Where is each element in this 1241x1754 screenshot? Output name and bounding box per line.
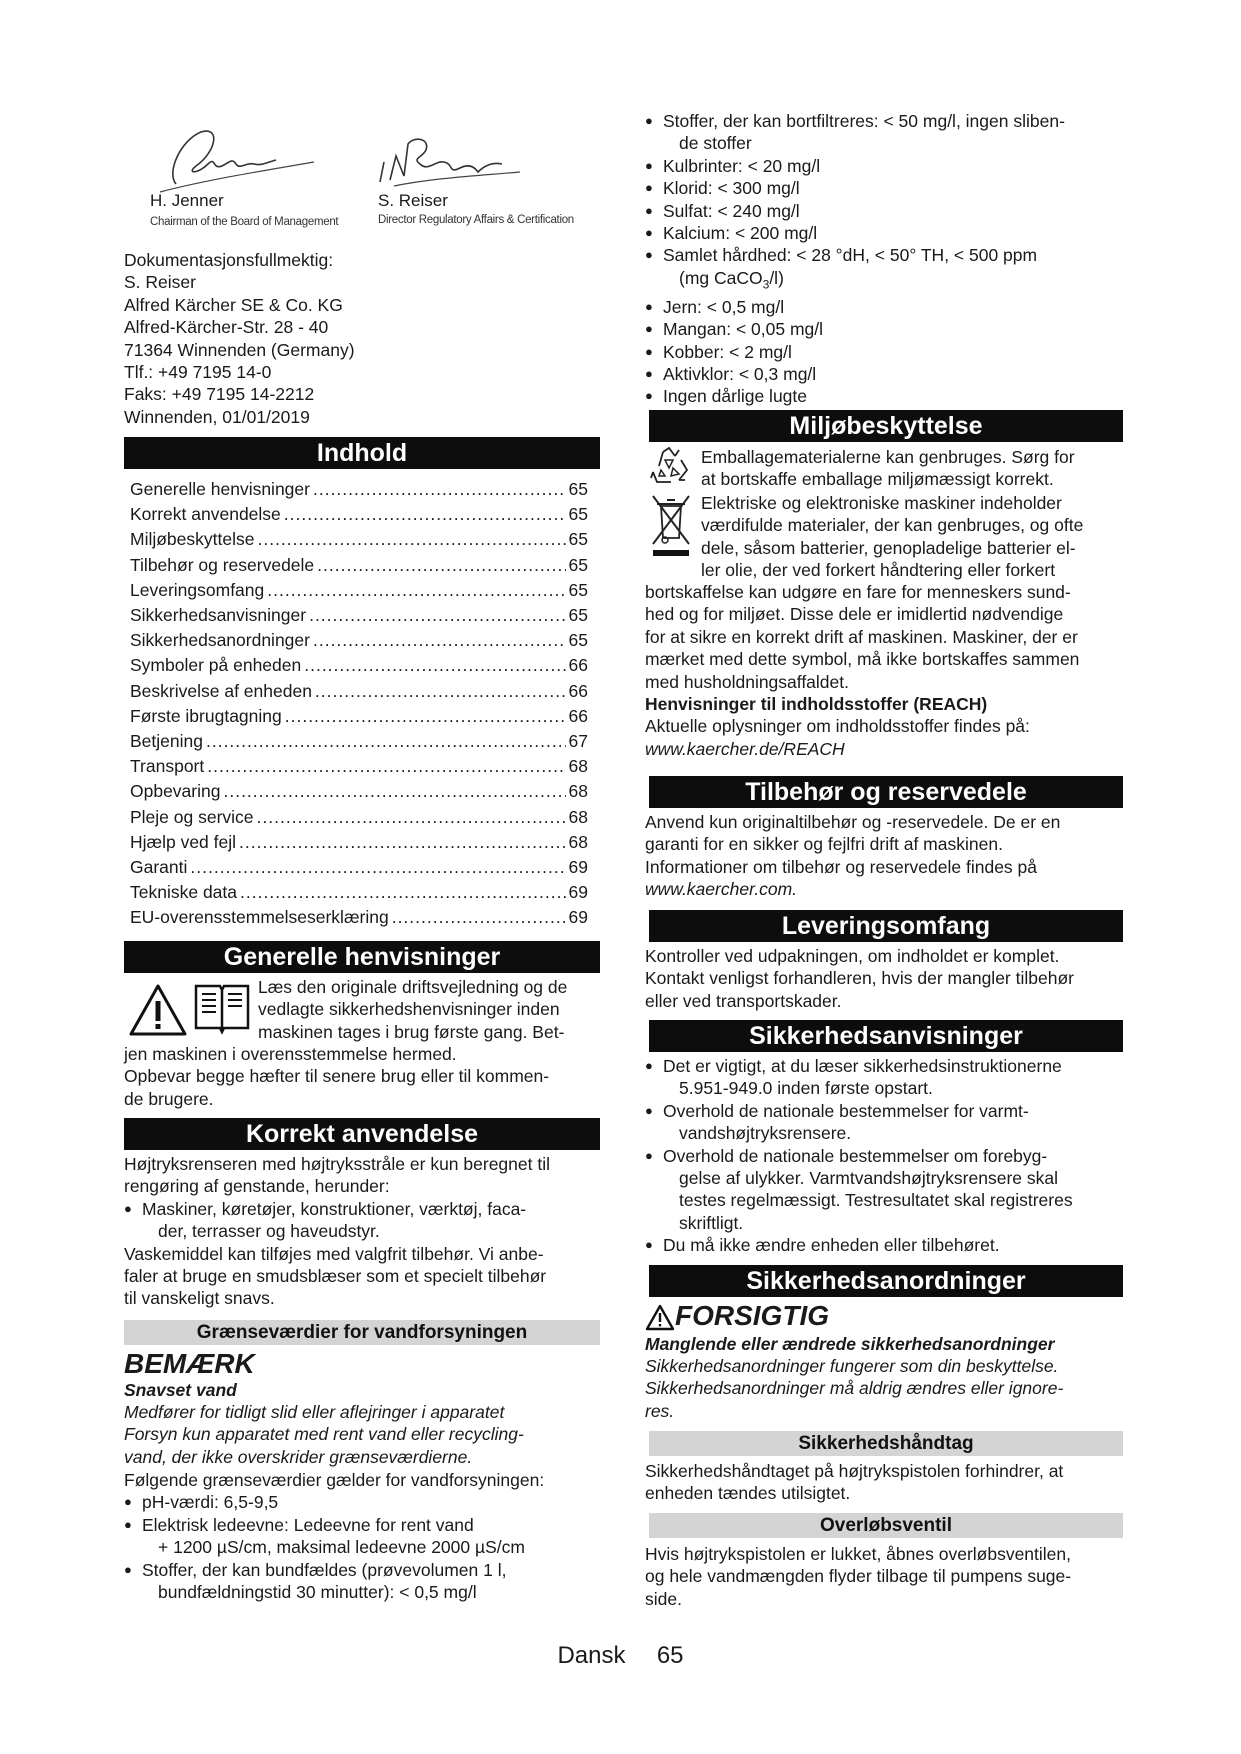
contact-line: 71364 Winnenden (Germany) bbox=[124, 339, 355, 360]
toc-item-label: Korrekt anvendelse bbox=[130, 504, 281, 525]
general-body bbox=[124, 1043, 549, 1110]
toc-heading: Indhold bbox=[124, 437, 600, 469]
limit-item bbox=[645, 244, 1127, 295]
accessories-line: garanti for en sikker og fejlfri drift af maskinen. bbox=[645, 834, 1003, 855]
valve-line: og hele vandmængden flyder tilbage til pumpens suge- bbox=[645, 1566, 1072, 1587]
bullet-line: ● pH-værdi: 6,5-9,5 bbox=[142, 1492, 279, 1513]
bullet-line: ● Maskiner, køretøjer, konstruktioner, værktøj, faca- bbox=[142, 1198, 527, 1219]
warning-subtitle: Manglende eller ændrede sikkerhedsanordninger bbox=[645, 1334, 1055, 1354]
toc-item[interactable] bbox=[130, 830, 588, 855]
limit-item bbox=[124, 1559, 600, 1604]
limit-item bbox=[645, 200, 1127, 222]
section-heading-proper-use: Korrekt anvendelse bbox=[124, 1118, 600, 1150]
warning-triangle-icon bbox=[128, 983, 188, 1037]
note-line: Forsyn kun apparatet med rent vand eller recycling- bbox=[124, 1424, 524, 1445]
toc-item-page: 65 bbox=[568, 529, 588, 550]
toc-item-label: Generelle henvisninger bbox=[130, 479, 310, 499]
recycling-icon bbox=[649, 446, 689, 486]
contact-line: S. Reiser bbox=[124, 272, 196, 293]
bullet-line: ● Overhold de nationale bestemmelser om forebyg- bbox=[663, 1145, 1048, 1166]
toc-item-label: Garanti bbox=[130, 857, 188, 878]
valve-line: side. bbox=[645, 1588, 682, 1609]
environment-line: med husholdningsaffaldet. bbox=[645, 671, 849, 692]
warning-line: Sikkerhedsanordninger må aldrig ændres eller ignore- bbox=[645, 1378, 1064, 1399]
toc-item[interactable] bbox=[130, 578, 588, 603]
note-title: BEMÆRK bbox=[124, 1348, 255, 1379]
contact-line: Tlf.: +49 7195 14-0 bbox=[124, 362, 272, 383]
valve-line: Hvis højtrykspistolen er lukket, åbnes overløbsventilen, bbox=[645, 1544, 1072, 1564]
limit-item bbox=[124, 1491, 600, 1513]
accessories-link[interactable]: www.kaercher.com. bbox=[645, 879, 798, 900]
limit-item bbox=[645, 363, 1127, 385]
bullet-line: ● Jern: < 0,5 mg/l bbox=[663, 296, 785, 317]
environment-line: at bortskaffe emballage miljømæssigt korrekt. bbox=[701, 469, 1054, 490]
bullet-line: ● Elektrisk ledeevne: Ledeevne for rent vand bbox=[142, 1514, 474, 1535]
environment-line: for at sikre en korrekt drift af maskinen. Maskiner, der er bbox=[645, 626, 1078, 647]
bullet-line: ● Stoffer, der kan bundfældes (prøvevolumen 1 l, bbox=[142, 1559, 507, 1580]
toc-item-page: 68 bbox=[568, 756, 588, 777]
toc-item-label: Transport bbox=[130, 756, 205, 777]
limit-item bbox=[645, 296, 1127, 318]
bullet-line: + 1200 µS/cm, maksimal ledeevne 2000 µS/cm bbox=[158, 1537, 525, 1558]
delivery-line: Kontakt venligst forhandleren, hvis der mangler tilbehør bbox=[645, 968, 1074, 989]
limit-item bbox=[124, 1514, 600, 1559]
safety-item bbox=[645, 1100, 1127, 1145]
bullet-line: gelse af ulykker. Varmtvandshøjtryksrensere skal bbox=[679, 1168, 1058, 1189]
toc-item-label: Sikkerhedsanvisninger bbox=[130, 605, 307, 626]
environment-weee-text bbox=[701, 492, 1083, 582]
safety-catch-line: Sikkerhedshåndtaget på højtrykspistolen forhindrer, at bbox=[645, 1461, 1064, 1481]
reach-title: Henvisninger til indholdsstoffer (REACH) bbox=[645, 694, 988, 715]
toc-list bbox=[130, 477, 588, 931]
safety-instructions-list bbox=[645, 1055, 1127, 1257]
bullet-line: der, terrasser og haveudstyr. bbox=[158, 1221, 380, 1242]
subheading-water-limits: Grænseværdier for vandforsyningen bbox=[124, 1320, 600, 1345]
bullet-line: bundfældningstid 30 minutter): < 0,5 mg/l bbox=[158, 1582, 477, 1603]
environment-line: mærket med dette symbol, må ikke bortskaffes sammen bbox=[645, 649, 1080, 670]
overflow-valve-body bbox=[645, 1543, 1127, 1610]
toc-item[interactable] bbox=[130, 729, 588, 754]
subheading-overflow-valve: Overløbsventil bbox=[649, 1513, 1123, 1538]
safety-item bbox=[645, 1145, 1127, 1235]
hardness-sub: 3 bbox=[762, 277, 770, 292]
bullet-line: ● Stoffer, der kan bortfiltreres: < 50 mg/l, ingen sliben- bbox=[663, 111, 1065, 131]
general-line: vedlagte sikkerhedshenvisninger inden bbox=[258, 999, 560, 1020]
toc-item-page: 69 bbox=[568, 857, 588, 878]
section-heading-safety-devices: Sikkerhedsanordninger bbox=[649, 1265, 1123, 1297]
caution-triangle-icon bbox=[645, 1304, 675, 1331]
environment-line: dele, såsom batterier, genopladelige batterier el- bbox=[701, 537, 1076, 558]
toc-item-page: 65 bbox=[568, 479, 588, 499]
toc-item-label: Hjælp ved fejl bbox=[130, 831, 237, 852]
reach-text: Aktuelle oplysninger om indholdsstoffer findes på: bbox=[645, 716, 1030, 737]
environment-line: hed og for miljøet. Disse dele er imidlertid nødvendige bbox=[645, 604, 1064, 625]
limit-item bbox=[645, 318, 1127, 340]
water-limits-list-right bbox=[645, 110, 1127, 408]
section-heading-accessories: Tilbehør og reservedele bbox=[649, 776, 1123, 808]
toc-item-label: Sikkerhedsanordninger bbox=[130, 630, 310, 651]
toc-item-page: 66 bbox=[568, 705, 588, 726]
safety-item bbox=[645, 1234, 1127, 1256]
proper-use-line: Højtryksrenseren med højtryksstråle er kun beregnet til bbox=[124, 1154, 550, 1174]
note-subtitle: Snavset vand bbox=[124, 1380, 237, 1400]
page-footer bbox=[0, 1641, 1241, 1671]
bullet-line: de stoffer bbox=[679, 133, 752, 154]
bullet-line bbox=[679, 267, 1127, 296]
toc-item-page: 66 bbox=[568, 655, 588, 676]
contact-line: Alfred Kärcher SE & Co. KG bbox=[124, 294, 343, 315]
environment-line: bortskaffelse kan udgøre en fare for menneskers sund- bbox=[645, 582, 1071, 602]
accessories-line: Informationer om tilbehør og reservedele findes på bbox=[645, 856, 1038, 877]
bullet-line: vandshøjtryksrensere. bbox=[679, 1123, 852, 1144]
proper-use-line: faler at bruge en smudsblæser som et specielt tilbehør bbox=[124, 1266, 547, 1287]
toc-item-label: Beskrivelse af enheden bbox=[130, 680, 312, 701]
safety-item bbox=[645, 1055, 1127, 1100]
delivery-line: eller ved transportskader. bbox=[645, 990, 842, 1011]
toc-item[interactable] bbox=[130, 603, 588, 628]
toc-item[interactable] bbox=[130, 628, 588, 653]
proper-use-line: Vaskemiddel kan tilføjes med valgfrit tilbehør. Vi anbe- bbox=[124, 1243, 544, 1264]
toc-item-page: 68 bbox=[568, 806, 588, 827]
bullet-line: ● Ingen dårlige lugte bbox=[663, 386, 807, 407]
limit-item bbox=[645, 155, 1127, 177]
toc-item-label: Tilbehør og reservedele bbox=[130, 554, 315, 575]
toc-item-page: 65 bbox=[568, 579, 588, 600]
toc-item[interactable] bbox=[130, 754, 588, 779]
accessories-body bbox=[645, 811, 1127, 901]
toc-item[interactable] bbox=[130, 805, 588, 830]
toc-item-label: Opbevaring bbox=[130, 781, 221, 802]
environment-recycle-text bbox=[701, 446, 1075, 491]
toc-item[interactable] bbox=[130, 905, 588, 930]
water-limits-intro: Følgende grænseværdier gælder for vandforsyningen: bbox=[124, 1470, 545, 1490]
note-body bbox=[124, 1401, 524, 1468]
toc-item[interactable] bbox=[130, 679, 588, 704]
toc-item[interactable] bbox=[130, 477, 588, 502]
footer-language: Dansk bbox=[557, 1642, 626, 1669]
toc-item-page: 65 bbox=[568, 605, 588, 626]
section-heading-environment: Miljøbeskyttelse bbox=[649, 410, 1123, 442]
hardness-suffix: /l) bbox=[769, 267, 784, 288]
contact-block bbox=[124, 249, 355, 428]
bullet-line: skriftligt. bbox=[679, 1212, 744, 1233]
general-line: maskinen tages i brug første gang. Bet- bbox=[258, 1021, 565, 1042]
note-line: vand, der ikke overskrider grænseværdierne. bbox=[124, 1446, 473, 1467]
bullet-line: ● Overhold de nationale bestemmelser for varmt- bbox=[663, 1100, 1029, 1121]
bullet-line: ● Samlet hårdhed: < 28 °dH, < 50° TH, < 500 ppm bbox=[663, 245, 1038, 266]
signature-name-jenner: H. Jenner bbox=[150, 191, 224, 210]
proper-use-line: rengøring af genstande, herunder: bbox=[124, 1176, 390, 1197]
warning-body bbox=[645, 1355, 1127, 1422]
toc-item[interactable] bbox=[130, 527, 588, 552]
general-line: de brugere. bbox=[124, 1088, 214, 1109]
limit-item bbox=[645, 110, 1127, 155]
toc-item-page: 68 bbox=[568, 831, 588, 852]
limit-item bbox=[645, 341, 1127, 363]
signature-jenner-icon bbox=[146, 122, 316, 200]
toc-item-label: Leveringsomfang bbox=[130, 579, 265, 600]
warning-title: FORSIGTIG bbox=[675, 1300, 829, 1331]
proper-use-line: til vanskeligt snavs. bbox=[124, 1288, 275, 1309]
toc-item[interactable] bbox=[130, 855, 588, 880]
bullet-line: 5.951-949.0 inden første opstart. bbox=[679, 1078, 933, 1099]
proper-use-bullet bbox=[124, 1198, 600, 1243]
bullet-line: ● Kalcium: < 200 mg/l bbox=[663, 223, 818, 244]
toc-item-label: Symboler på enheden bbox=[130, 655, 302, 676]
delivery-line: Kontroller ved udpakningen, om indholdet er komplet. bbox=[645, 946, 1060, 966]
toc-item-page: 65 bbox=[568, 554, 588, 575]
toc-item-page: 69 bbox=[568, 907, 588, 928]
crossed-out-bin-icon bbox=[651, 492, 691, 558]
section-heading-general: Generelle henvisninger bbox=[124, 941, 600, 973]
environment-line: værdifulde materialer, der kan genbruges, og ofte bbox=[701, 515, 1084, 536]
toc-item-label: Pleje og service bbox=[130, 806, 254, 827]
toc-item[interactable] bbox=[130, 704, 588, 729]
safety-catch-line: enheden tændes utilsigtet. bbox=[645, 1483, 851, 1504]
general-line: jen maskinen i overensstemmelse hermed. bbox=[124, 1044, 457, 1064]
toc-item[interactable] bbox=[130, 880, 588, 905]
toc-item-label: Betjening bbox=[130, 731, 203, 752]
signature-title-jenner: Chairman of the Board of Management bbox=[150, 216, 339, 228]
signature-title-reiser: Director Regulatory Affairs & Certification bbox=[378, 214, 574, 226]
footer-page-number: 65 bbox=[656, 1642, 684, 1669]
toc-item[interactable] bbox=[130, 553, 588, 578]
accessories-line: Anvend kun originaltilbehør og -reservedele. De er en bbox=[645, 812, 1061, 832]
water-limits-list-left bbox=[124, 1469, 600, 1603]
warning-line: res. bbox=[645, 1400, 675, 1421]
contact-line: Faks: +49 7195 14-2212 bbox=[124, 384, 315, 405]
bullet-line: ● Klorid: < 300 mg/l bbox=[663, 178, 800, 199]
proper-use-body bbox=[124, 1153, 600, 1310]
contact-line: Winnenden, 01/01/2019 bbox=[124, 406, 310, 427]
general-line: Opbevar begge hæfter til senere brug eller til kommen- bbox=[124, 1066, 550, 1087]
section-heading-safety-instructions: Sikkerhedsanvisninger bbox=[649, 1020, 1123, 1052]
toc-item-page: 68 bbox=[568, 781, 588, 802]
toc-item-page: 65 bbox=[568, 504, 588, 525]
bullet-line: testes regelmæssigt. Testresultatet skal registreres bbox=[679, 1190, 1073, 1211]
toc-item-label: EU-overensstemmelseserklæring bbox=[130, 907, 389, 928]
limit-item bbox=[645, 222, 1127, 244]
toc-item-label: Tekniske data bbox=[130, 882, 238, 903]
subheading-safety-catch: Sikkerhedshåndtag bbox=[649, 1431, 1123, 1456]
note-line: Medfører for tidligt slid eller aflejringer i apparatet bbox=[124, 1402, 505, 1422]
toc-item-label: Miljøbeskyttelse bbox=[130, 529, 255, 550]
toc-item-page: 65 bbox=[568, 630, 588, 651]
bullet-line: ● Kobber: < 2 mg/l bbox=[663, 341, 792, 362]
environment-line: ler olie, der ved forkert håndtering eller forkert bbox=[701, 560, 1056, 581]
signature-reiser-icon bbox=[374, 132, 524, 192]
bullet-line: ● Du må ikke ændre enheden eller tilbehøret. bbox=[663, 1235, 1000, 1256]
bullet-line: ● Aktivklor: < 0,3 mg/l bbox=[663, 363, 817, 384]
section-heading-delivery: Leveringsomfang bbox=[649, 910, 1123, 942]
manual-book-icon bbox=[192, 980, 252, 1036]
general-intro bbox=[258, 976, 567, 1043]
toc-item-page: 67 bbox=[568, 731, 588, 752]
toc-item-page: 69 bbox=[568, 882, 588, 903]
delivery-body bbox=[645, 945, 1127, 1012]
limit-item bbox=[645, 177, 1127, 199]
contact-line: Alfred-Kärcher-Str. 28 - 40 bbox=[124, 317, 329, 338]
warning-line: Sikkerhedsanordninger fungerer som din beskyttelse. bbox=[645, 1356, 1059, 1376]
contact-line: Dokumentasjonsfullmektig: bbox=[124, 250, 334, 270]
toc-item-label: Første ibrugtagning bbox=[130, 705, 282, 726]
bullet-line: ● Mangan: < 0,05 mg/l bbox=[663, 319, 824, 340]
toc-item-page: 66 bbox=[568, 680, 588, 701]
safety-catch-body bbox=[645, 1460, 1127, 1505]
signature-name-reiser: S. Reiser bbox=[378, 191, 448, 210]
limit-item bbox=[645, 385, 1127, 407]
toc-item[interactable] bbox=[130, 502, 588, 527]
environment-line: Emballagematerialerne kan genbruges. Sørg for bbox=[701, 447, 1075, 467]
environment-weee-continued bbox=[645, 581, 1127, 760]
general-line: Læs den originale driftsvejledning og de bbox=[258, 977, 568, 997]
hardness-prefix: (mg CaCO bbox=[679, 267, 763, 288]
reach-link[interactable]: www.kaercher.de/REACH bbox=[645, 738, 845, 759]
toc-item[interactable] bbox=[130, 653, 588, 678]
bullet-line: ● Sulfat: < 240 mg/l bbox=[663, 200, 800, 221]
bullet-line: ● Kulbrinter: < 20 mg/l bbox=[663, 155, 821, 176]
toc-item[interactable] bbox=[130, 779, 588, 804]
environment-line: Elektriske og elektroniske maskiner indeholder bbox=[701, 493, 1062, 513]
bullet-line: ● Det er vigtigt, at du læser sikkerhedsinstruktionerne bbox=[663, 1056, 1062, 1076]
